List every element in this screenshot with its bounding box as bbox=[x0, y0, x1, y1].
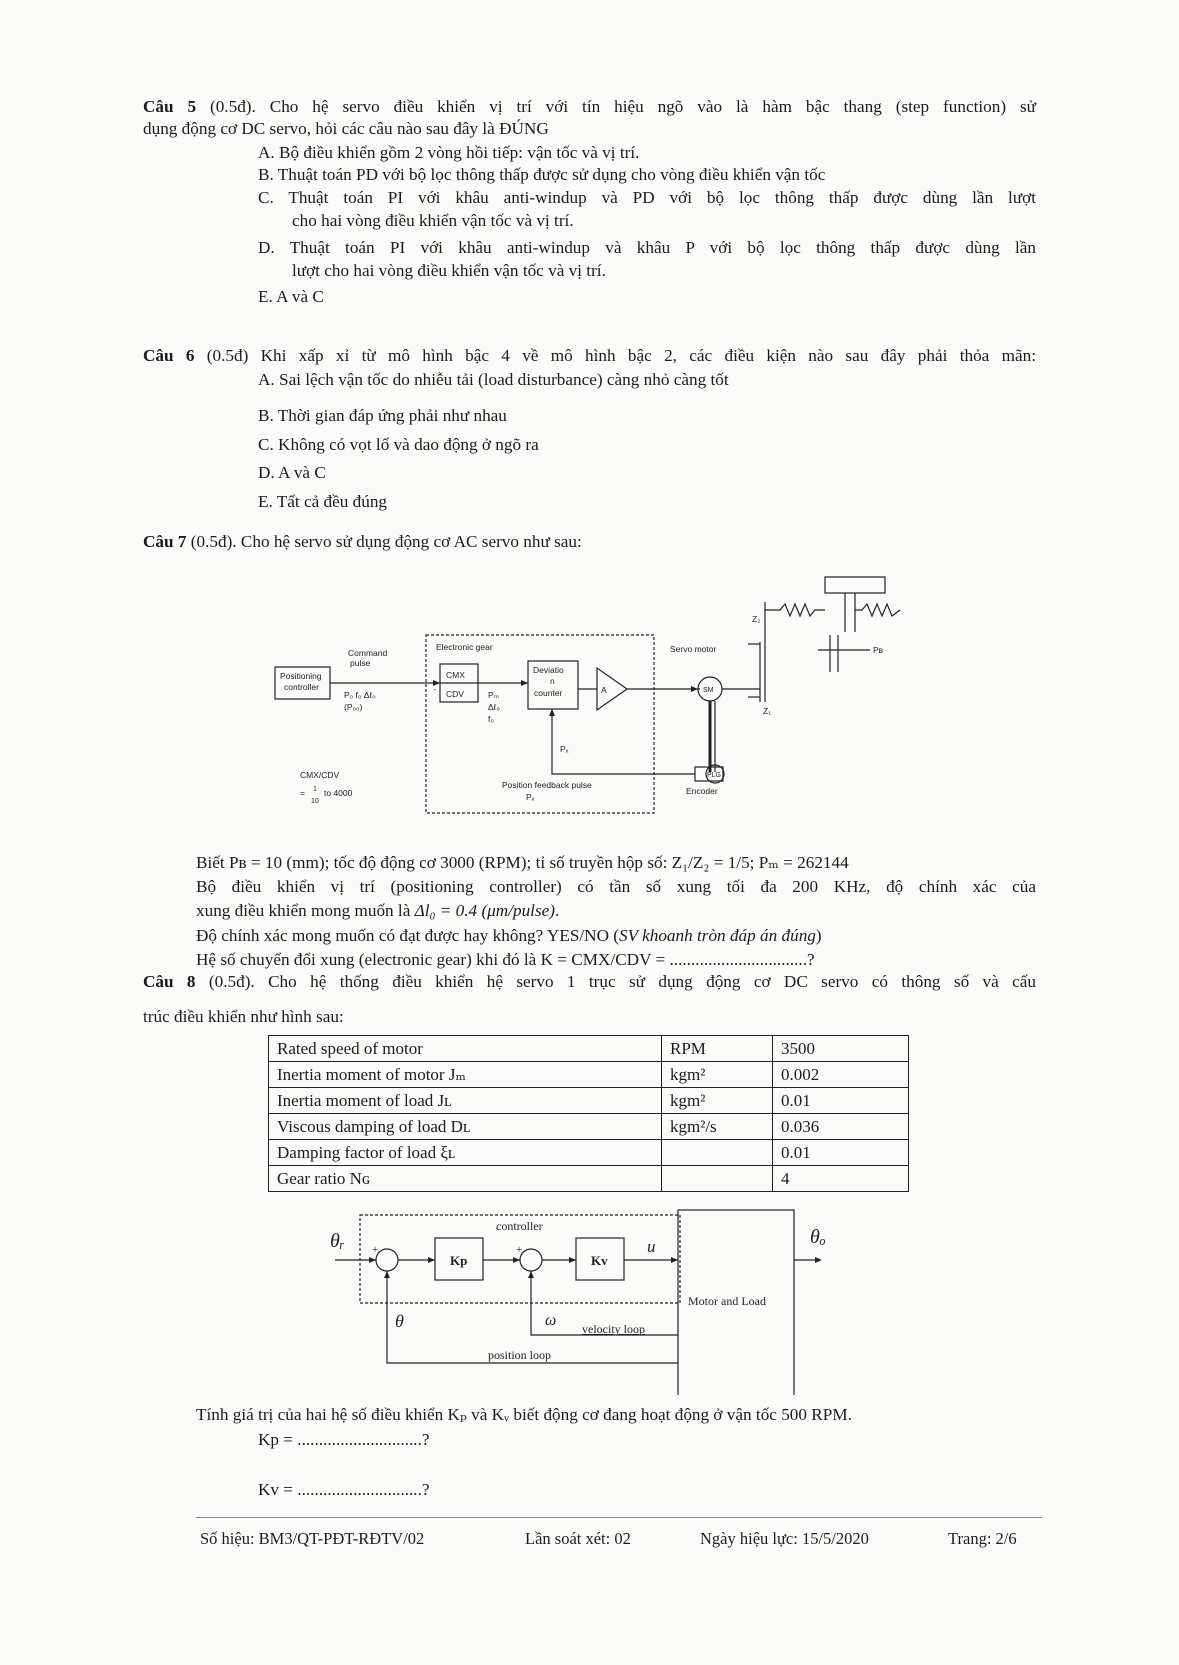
positioning-label-2: controller bbox=[284, 682, 319, 692]
q5-line2: dụng động cơ DC servo, hỏi các câu nào sau đây là ĐÚNG bbox=[143, 119, 549, 138]
q5-option-c: C. Thuật toán PI với khâu anti-windup và PD với bộ lọc thông thấp được dùng lần lượt bbox=[258, 188, 1036, 207]
q7-given-4a: Độ chính xác mong muốn có đạt được hay không? YES/NO ( bbox=[196, 926, 620, 945]
q6-option-a: A. Sai lệch vận tốc do nhiễu tải (load disturbance) càng nhỏ càng tốt bbox=[258, 370, 729, 389]
motor-load-label: Motor and Load bbox=[688, 1294, 766, 1308]
param-name-cell: Inertia moment of motor Jₘ bbox=[269, 1062, 662, 1088]
cmxcdv-frac-top: 1 bbox=[313, 786, 317, 793]
value-cell: 0.01 bbox=[773, 1088, 909, 1114]
deviation-label-1: Deviatio bbox=[533, 665, 564, 675]
q6-text1: (0.5đ) Khi xấp xỉ từ mô hình bậc 4 về mô hình bậc 2, các điều kiện nào sau đây phải thỏa mãn: bbox=[194, 346, 1036, 365]
q5-text1: (0.5đ). Cho hệ servo điều khiển vị trí với tín hiệu ngõ vào là hàm bậc thang (step function) sử bbox=[196, 97, 1036, 116]
table-row bbox=[269, 1088, 909, 1114]
command-label-2: pulse bbox=[350, 658, 371, 668]
z1-label: Z₁ bbox=[763, 706, 772, 716]
q8-line1 bbox=[143, 971, 1036, 993]
footer-page-number: Trang: 2/6 bbox=[948, 1529, 1017, 1548]
deviation-label-3: counter bbox=[534, 688, 563, 698]
cmx-label: CMX bbox=[446, 670, 465, 680]
q6-option-c: C. Không có vọt lố và dao động ở ngõ ra bbox=[258, 435, 539, 454]
pm-label-3: f₀ bbox=[488, 714, 494, 724]
ac-servo-diagram bbox=[270, 572, 920, 842]
q8-line2: trúc điều khiển như hình sau: bbox=[143, 1007, 344, 1026]
q7-label: Câu 7 bbox=[143, 532, 187, 551]
q5-label: Câu 5 bbox=[143, 97, 197, 116]
q7-line1 bbox=[143, 531, 582, 553]
unit-cell: kgm² bbox=[662, 1062, 773, 1088]
sm-label: SM bbox=[703, 687, 714, 694]
unit-cell bbox=[662, 1140, 773, 1166]
positioning-label-1: Positioning bbox=[280, 671, 322, 681]
value-cell: 0.01 bbox=[773, 1140, 909, 1166]
q6-line1 bbox=[143, 345, 1036, 367]
pm-label-1: Pₘ bbox=[488, 690, 499, 700]
pf-label: Pₓ bbox=[560, 744, 569, 754]
pb-label: Pʙ bbox=[873, 645, 884, 655]
command-label-1: Command bbox=[348, 648, 388, 658]
q6-option-d: D. A và C bbox=[258, 463, 326, 482]
cdv-label: CDV bbox=[446, 689, 464, 699]
q8-text1: (0.5đ). Cho hệ thống điều khiển hệ servo 1 trục sử dụng động cơ DC servo có thông số và cấu bbox=[195, 972, 1036, 991]
q5-option-b: B. Thuật toán PD với bộ lọc thông thấp được sử dụng cho vòng điều khiển vận tốc bbox=[258, 165, 826, 184]
deviation-label-2: n bbox=[550, 676, 555, 686]
electronic-gear-label: Electronic gear bbox=[436, 642, 493, 652]
kp-block-label: Kp bbox=[450, 1253, 468, 1268]
table-row bbox=[269, 1036, 909, 1062]
table-row bbox=[269, 1062, 909, 1088]
cmxcdv-label-3: to 4000 bbox=[324, 788, 353, 798]
q5-option-e: E. A và C bbox=[258, 287, 324, 306]
pm-label-2: Δℓ₀ bbox=[488, 702, 500, 712]
pc0-label: (P₀₀) bbox=[344, 702, 363, 712]
q7-given-3b: Δl₀ = 0.4 (μm/pulse) bbox=[414, 901, 555, 920]
value-cell: 0.002 bbox=[773, 1062, 909, 1088]
q7-given-4b: SV khoanh tròn đáp án đúng bbox=[619, 926, 816, 945]
param-name-cell: Damping factor of load ξʟ bbox=[269, 1140, 662, 1166]
value-cell: 4 bbox=[773, 1166, 909, 1192]
q5-line1 bbox=[143, 96, 1036, 118]
pc-label: P₀ f₀ Δℓ₀ bbox=[344, 690, 376, 700]
table-row bbox=[269, 1140, 909, 1166]
motor-parameter-table bbox=[268, 1035, 909, 1192]
q5-option-a: A. Bộ điều khiển gồm 2 vòng hồi tiếp: vận tốc và vị trí. bbox=[258, 143, 640, 162]
footer-doc-id: Số hiệu: BM3/QT-PĐT-RĐTV/02 bbox=[200, 1529, 425, 1548]
q8-task: Tính giá trị của hai hệ số điều khiển Kₚ và Kᵥ biết động cơ đang hoạt động ở vận tốc 500 RPM. bbox=[196, 1405, 852, 1424]
q7-given-2: Bộ điều khiển vị trí (positioning controller) có tần số xung tối đa 200 KHz, độ chính xác của bbox=[196, 877, 1036, 896]
footer-effective-date: Ngày hiệu lực: 15/5/2020 bbox=[700, 1529, 869, 1548]
value-cell: 0.036 bbox=[773, 1114, 909, 1140]
q7-text1: (0.5đ). Cho hệ servo sử dụng động cơ AC servo như sau: bbox=[186, 532, 582, 551]
sum1-plus: + bbox=[372, 1244, 379, 1256]
table-row bbox=[269, 1114, 909, 1140]
theta-r-label: θᵣ bbox=[330, 1230, 345, 1252]
q5-option-c-cont: cho hai vòng điều khiển vận tốc và vị trí. bbox=[292, 211, 574, 230]
q6-label: Câu 6 bbox=[143, 346, 195, 365]
cmxcdv-frac-bot: 10 bbox=[311, 798, 319, 805]
plg-label: PLG bbox=[707, 772, 722, 779]
theta-feedback-label: θ bbox=[395, 1311, 404, 1331]
q5-option-d: D. Thuật toán PI với khâu anti-windup và khâu P với bộ lọc thông thấp được dùng lần bbox=[258, 238, 1036, 257]
unit-cell: RPM bbox=[662, 1036, 773, 1062]
sum2-plus: + bbox=[516, 1244, 523, 1256]
kp-answer-line: Kp = .............................? bbox=[258, 1430, 430, 1449]
kv-answer-line: Kv = .............................? bbox=[258, 1480, 430, 1499]
q7-given-3a: xung điều khiển mong muốn là bbox=[196, 901, 415, 920]
u-label: u bbox=[647, 1237, 656, 1256]
q7-given-3 bbox=[196, 900, 559, 922]
unit-cell: kgm² bbox=[662, 1088, 773, 1114]
q7-given-5: Hệ số chuyển đổi xung (electronic gear) khi đó là K = CMX/CDV = ................................? bbox=[196, 950, 815, 969]
cascade-control-diagram bbox=[320, 1205, 850, 1395]
controller-label: controller bbox=[496, 1219, 543, 1233]
q7-given-1: Biết Pʙ = 10 (mm); tốc độ động cơ 3000 (RPM); tỉ số truyền hộp số: Z₁/Z₂ = 1/5; Pₘ = 262144 bbox=[196, 853, 849, 872]
feedback-label-1: Position feedback pulse bbox=[502, 780, 592, 790]
param-name-cell: Gear ratio Nɢ bbox=[269, 1166, 662, 1192]
cmxcdv-label-2: = bbox=[300, 788, 305, 798]
omega-label: ω bbox=[545, 1312, 557, 1329]
kv-block-label: Kv bbox=[591, 1253, 608, 1268]
q7-given-3c: . bbox=[555, 901, 560, 920]
unit-cell bbox=[662, 1166, 773, 1192]
param-name-cell: Rated speed of motor bbox=[269, 1036, 662, 1062]
theta-out-label: θₒ bbox=[810, 1226, 826, 1248]
value-cell: 3500 bbox=[773, 1036, 909, 1062]
unit-cell: kgm²/s bbox=[662, 1114, 773, 1140]
servo-motor-label: Servo motor bbox=[670, 644, 717, 654]
z2-label: Z₂ bbox=[752, 614, 761, 624]
q6-option-b: B. Thời gian đáp ứng phải như nhau bbox=[258, 406, 507, 425]
position-loop-label: position loop bbox=[488, 1348, 552, 1362]
param-name-cell: Viscous damping of load Dʟ bbox=[269, 1114, 662, 1140]
q6-option-e: E. Tất cả đều đúng bbox=[258, 492, 388, 511]
q7-given-4c: ) bbox=[815, 926, 822, 945]
feedback-label-2: Pₓ bbox=[526, 792, 535, 802]
param-name-cell: Inertia moment of load Jʟ bbox=[269, 1088, 662, 1114]
q8-label: Câu 8 bbox=[143, 972, 196, 991]
cmxcdv-label-1: CMX/CDV bbox=[300, 770, 340, 780]
q5-option-d-cont: lượt cho hai vòng điều khiển vận tốc và vị trí. bbox=[292, 261, 606, 280]
encoder-label: Encoder bbox=[686, 786, 718, 796]
footer-revision: Lần soát xét: 02 bbox=[525, 1529, 631, 1548]
q7-given-4 bbox=[196, 925, 822, 947]
velocity-loop-label: velocity loop bbox=[582, 1322, 645, 1336]
footer-rule bbox=[196, 1517, 1042, 1518]
table-row bbox=[269, 1166, 909, 1192]
amp-label: A bbox=[601, 685, 607, 695]
